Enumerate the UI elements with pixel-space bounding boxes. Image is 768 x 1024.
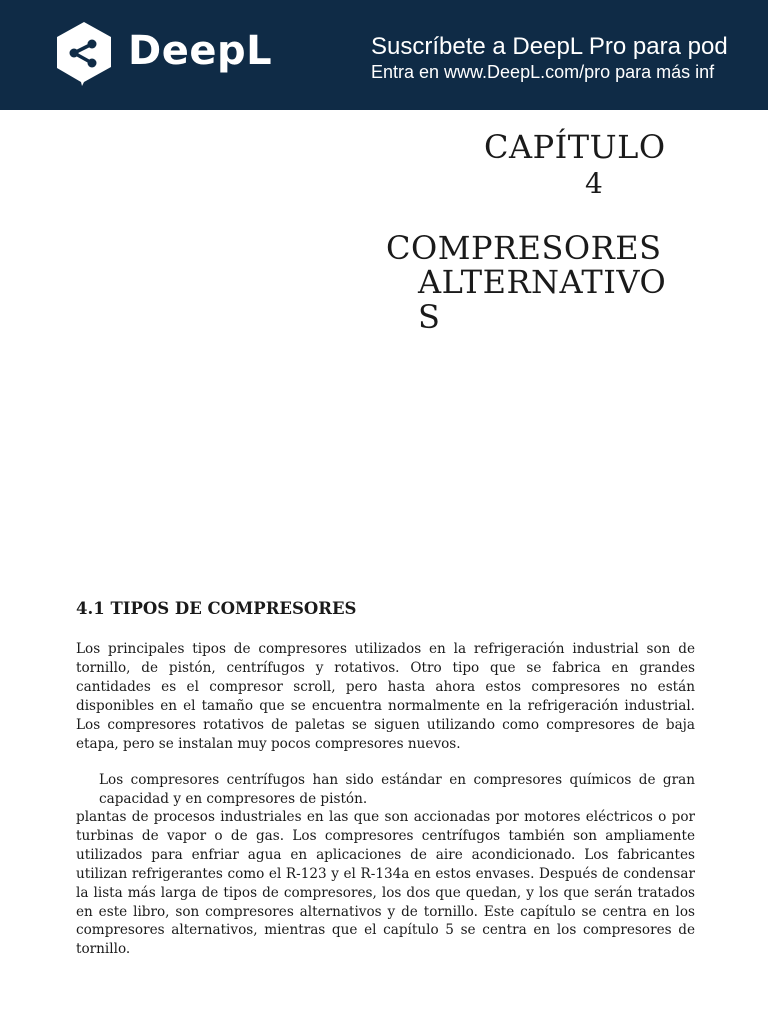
chapter-number: 4 bbox=[585, 167, 603, 200]
body-paragraph: Los principales tipos de compresores utilizados en la refrigeración industrial son de tornillo, de pistón, centrífugos y rotativos. Otro tipo que se fabrica en grandes cantidades es el compresor scroll, pero hasta ahora estos compresores no están disponibles en el tamaño que se encuentra normalmente en la refrigeración industrial. Los compresores rotativos de paletas se siguen utilizando como compresores de baja etapa, pero se instalan muy pocos compresores nuevos. bbox=[76, 641, 695, 752]
chapter-label: CAPÍTULO bbox=[484, 128, 666, 166]
body-paragraph: plantas de procesos industriales en las que son accionadas por motores eléctricos o por turbinas de vapor o de gas. Los compresores centrífugos también son ampliamente utilizados para enfriar agua en aplicaciones de aire acondicionado. Los fabricantes utilizan refrigerantes como el R-123 y el R-134a en estos envases. Después de condensar la lista más larga de tipos de compresores, los dos que quedan, y los que serán tratados en este libro, son compresores alternativos y de tornillo. Este capítulo se centra en los compresores alternativos, mientras que el capítulo 5 se centra en los compresores de tornillo. bbox=[76, 809, 695, 958]
chapter-title-line: S bbox=[418, 298, 440, 336]
body-paragraph: Los compresores centrífugos han sido estándar en compresores químicos de gran capacidad y en compresores de pistón. bbox=[99, 772, 695, 807]
promo-headline[interactable]: Suscríbete a DeepL Pro para pod bbox=[371, 33, 728, 60]
section-heading: 4.1 TIPOS DE COMPRESORES bbox=[76, 599, 357, 618]
chapter-title-line: COMPRESORES bbox=[386, 229, 662, 267]
deepl-logo-icon bbox=[52, 20, 116, 88]
deepl-promo-banner[interactable] bbox=[0, 0, 768, 110]
chapter-title-line: ALTERNATIVO bbox=[418, 263, 667, 301]
deepl-logo-text: DeepL bbox=[128, 28, 273, 74]
promo-subline[interactable]: Entra en www.DeepL.com/pro para más inf bbox=[371, 62, 715, 82]
